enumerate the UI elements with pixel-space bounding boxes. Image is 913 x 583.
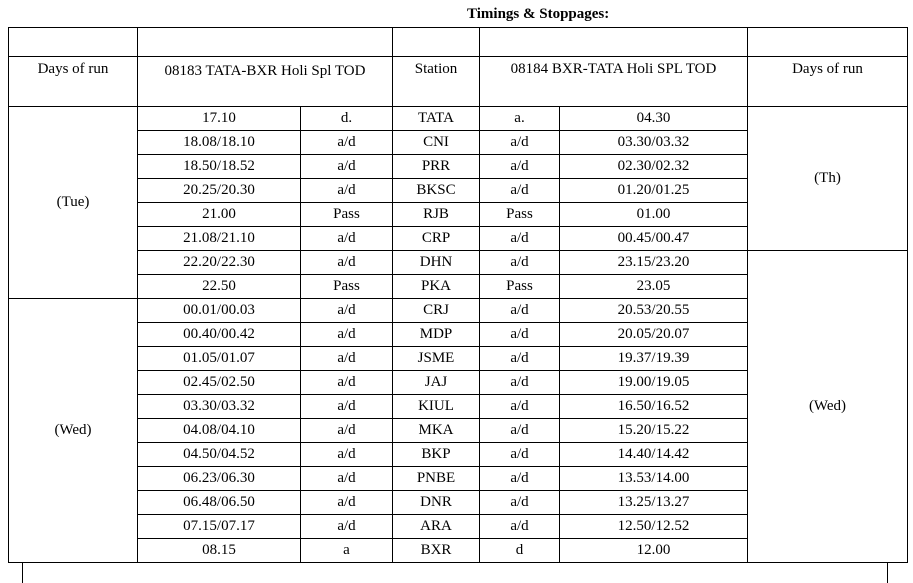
up-arr-dep-cell: a/d (480, 371, 560, 395)
train-08184-header: 08184 BXR-TATA Holi SPL TOD (480, 57, 748, 107)
down-arr-dep-cell: Pass (301, 275, 393, 299)
days-of-run-cell: (Wed) (9, 299, 138, 563)
down-time-cell: 04.50/04.52 (138, 443, 301, 467)
down-arr-dep-cell: a/d (301, 371, 393, 395)
down-arr-dep-cell: a/d (301, 515, 393, 539)
up-arr-dep-cell: a/d (480, 299, 560, 323)
timetable (8, 27, 908, 563)
up-time-cell: 02.30/02.32 (560, 155, 748, 179)
up-time-cell: 20.53/20.55 (560, 299, 748, 323)
up-arr-dep-cell: a/d (480, 347, 560, 371)
up-arr-dep-cell: a/d (480, 155, 560, 179)
down-arr-dep-cell: a/d (301, 251, 393, 275)
up-arr-dep-cell: a/d (480, 443, 560, 467)
down-time-cell: 08.15 (138, 539, 301, 563)
down-time-cell: 02.45/02.50 (138, 371, 301, 395)
station-cell: TATA (393, 107, 480, 131)
down-arr-dep-cell: a/d (301, 131, 393, 155)
up-arr-dep-cell: d (480, 539, 560, 563)
station-cell: BXR (393, 539, 480, 563)
up-time-cell: 20.05/20.07 (560, 323, 748, 347)
down-time-cell: 03.30/03.32 (138, 395, 301, 419)
days-of-run-cell: (Th) (748, 107, 908, 251)
up-time-cell: 14.40/14.42 (560, 443, 748, 467)
down-time-cell: 04.08/04.10 (138, 419, 301, 443)
down-arr-dep-cell: d. (301, 107, 393, 131)
down-arr-dep-cell: a/d (301, 395, 393, 419)
station-cell: CRP (393, 227, 480, 251)
station-cell: MKA (393, 419, 480, 443)
up-time-cell: 15.20/15.22 (560, 419, 748, 443)
down-time-cell: 06.48/06.50 (138, 491, 301, 515)
down-arr-dep-cell: a/d (301, 155, 393, 179)
up-time-cell: 19.00/19.05 (560, 371, 748, 395)
days-of-run-header-right: Days of run (748, 57, 908, 107)
up-time-cell: 19.37/19.39 (560, 347, 748, 371)
down-arr-dep-cell: a/d (301, 299, 393, 323)
blank-row (9, 28, 908, 57)
down-time-cell: 00.01/00.03 (138, 299, 301, 323)
down-arr-dep-cell: a/d (301, 227, 393, 251)
down-arr-dep-cell: a/d (301, 443, 393, 467)
days-of-run-header-left: Days of run (9, 57, 138, 107)
up-arr-dep-cell: Pass (480, 275, 560, 299)
station-cell: JSME (393, 347, 480, 371)
down-time-cell: 18.08/18.10 (138, 131, 301, 155)
down-time-cell: 06.23/06.30 (138, 467, 301, 491)
station-cell: PNBE (393, 467, 480, 491)
up-time-cell: 23.15/23.20 (560, 251, 748, 275)
station-cell: BKP (393, 443, 480, 467)
up-arr-dep-cell: a/d (480, 179, 560, 203)
up-time-cell: 12.50/12.52 (560, 515, 748, 539)
table-row (9, 251, 908, 275)
station-cell: JAJ (393, 371, 480, 395)
station-cell: BKSC (393, 179, 480, 203)
down-time-cell: 22.20/22.30 (138, 251, 301, 275)
station-cell: PRR (393, 155, 480, 179)
up-time-cell: 01.20/01.25 (560, 179, 748, 203)
down-arr-dep-cell: a/d (301, 491, 393, 515)
days-of-run-cell: (Tue) (9, 107, 138, 299)
up-time-cell: 13.53/14.00 (560, 467, 748, 491)
down-time-cell: 00.40/00.42 (138, 323, 301, 347)
up-arr-dep-cell: a/d (480, 491, 560, 515)
up-arr-dep-cell: a/d (480, 467, 560, 491)
station-cell: KIUL (393, 395, 480, 419)
up-time-cell: 04.30 (560, 107, 748, 131)
station-cell: CNI (393, 131, 480, 155)
station-cell: ARA (393, 515, 480, 539)
up-arr-dep-cell: a/d (480, 323, 560, 347)
down-arr-dep-cell: a (301, 539, 393, 563)
down-arr-dep-cell: Pass (301, 203, 393, 227)
up-time-cell: 00.45/00.47 (560, 227, 748, 251)
up-arr-dep-cell: a/d (480, 227, 560, 251)
up-arr-dep-cell: a/d (480, 515, 560, 539)
up-arr-dep-cell: a/d (480, 131, 560, 155)
down-arr-dep-cell: a/d (301, 347, 393, 371)
station-cell: DNR (393, 491, 480, 515)
up-time-cell: 13.25/13.27 (560, 491, 748, 515)
down-time-cell: 21.00 (138, 203, 301, 227)
up-arr-dep-cell: a/d (480, 395, 560, 419)
down-time-cell: 20.25/20.30 (138, 179, 301, 203)
down-arr-dep-cell: a/d (301, 419, 393, 443)
down-time-cell: 01.05/01.07 (138, 347, 301, 371)
station-cell: MDP (393, 323, 480, 347)
up-arr-dep-cell: Pass (480, 203, 560, 227)
down-arr-dep-cell: a/d (301, 323, 393, 347)
up-arr-dep-cell: a/d (480, 419, 560, 443)
down-arr-dep-cell: a/d (301, 179, 393, 203)
header-row (9, 57, 908, 107)
down-time-cell: 17.10 (138, 107, 301, 131)
up-time-cell: 03.30/03.32 (560, 131, 748, 155)
station-cell: PKA (393, 275, 480, 299)
up-time-cell: 23.05 (560, 275, 748, 299)
train-08183-header: 08183 TATA-BXR Holi Spl TOD (138, 57, 393, 107)
footer-box (22, 562, 888, 583)
up-time-cell: 12.00 (560, 539, 748, 563)
down-time-cell: 22.50 (138, 275, 301, 299)
page-title: Timings & Stoppages: (467, 6, 610, 22)
down-time-cell: 07.15/07.17 (138, 515, 301, 539)
station-cell: CRJ (393, 299, 480, 323)
station-header: Station (393, 57, 480, 107)
up-arr-dep-cell: a. (480, 107, 560, 131)
down-time-cell: 21.08/21.10 (138, 227, 301, 251)
station-cell: DHN (393, 251, 480, 275)
table-row (9, 107, 908, 131)
up-time-cell: 01.00 (560, 203, 748, 227)
days-of-run-cell: (Wed) (748, 251, 908, 563)
station-cell: RJB (393, 203, 480, 227)
down-time-cell: 18.50/18.52 (138, 155, 301, 179)
down-arr-dep-cell: a/d (301, 467, 393, 491)
up-arr-dep-cell: a/d (480, 251, 560, 275)
up-time-cell: 16.50/16.52 (560, 395, 748, 419)
